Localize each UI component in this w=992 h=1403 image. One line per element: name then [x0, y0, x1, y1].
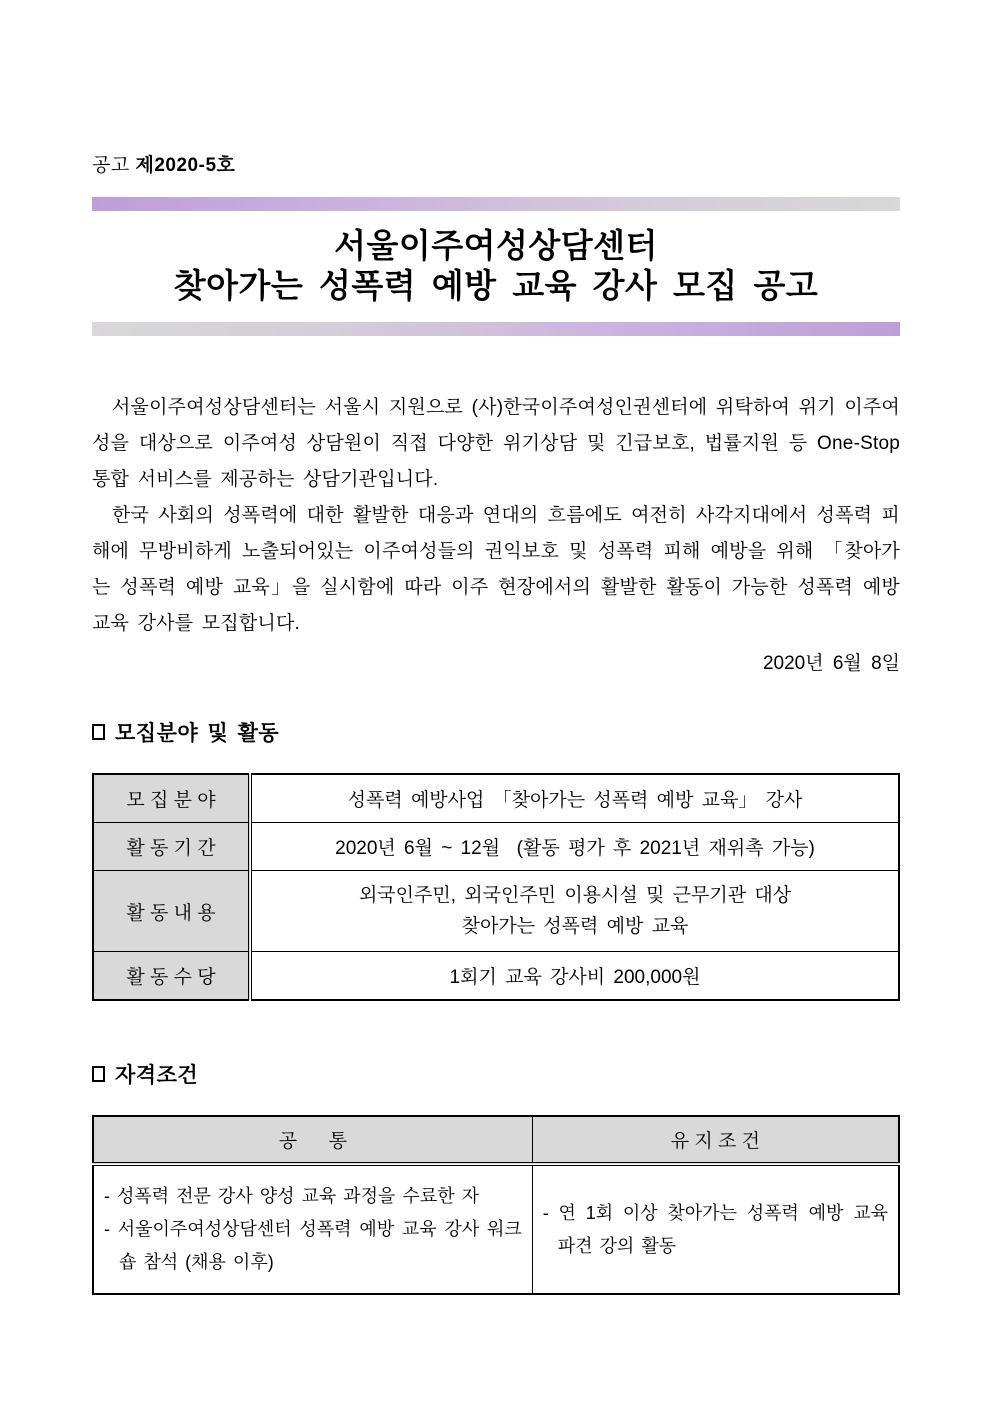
- maintain-condition-item: - 연 1회 이상 찾아가는 성폭력 예방 교육 파견 강의 활동: [542, 1202, 888, 1256]
- qualifications-header-row: [93, 1116, 899, 1164]
- common-condition-item: - 서울이주여성상담센터 성폭력 예방 교육 강사 워크숍 참석 (채용 이후): [104, 1219, 522, 1272]
- row-label-activity-period: 활 동 기 간: [93, 823, 250, 871]
- table-row-activity-period: [93, 823, 899, 871]
- title-line-1: 서울이주여성상담센터: [334, 227, 658, 264]
- maintain-conditions-cell: [532, 1164, 899, 1294]
- row-value-activity-period: 2020년 6월 ~ 12월 (활동 평가 후 2021년 재위촉 가능): [250, 823, 899, 871]
- square-bullet-icon: [92, 724, 105, 740]
- section-heading-label: 모집분야 및 활동: [115, 722, 280, 745]
- activity-content-line-1: 외국인주민, 외국인주민 이용시설 및 근무기관 대상: [358, 885, 792, 906]
- title-line-2: 찾아가는 성폭력 예방 교육 강사 모집 공고: [173, 267, 819, 304]
- intro-paragraph-1: 서울이주여성상담센터는 서울시 지원으로 (사)한국이주여성인권센터에 위탁하여 위기 이주여성을 대상으로 이주여성 상담원이 직접 다양한 위기상담 및 긴급보호, 법률지원 등 One-Stop 통합 서비스를 제공하는 상담기관입니다.: [92, 397, 900, 490]
- row-value-recruit-field: 성폭력 예방사업 「찾아가는 성폭력 예방 교육」 강사: [250, 774, 899, 823]
- section-heading-recruitment: [92, 717, 900, 747]
- section-qualifications: [92, 1059, 900, 1295]
- column-header-maintain: 유 지 조 건: [532, 1116, 899, 1164]
- document-title: [92, 226, 900, 306]
- decorative-gradient-bar-top: [92, 197, 900, 211]
- row-label-activity-content: 활 동 내 용: [93, 871, 250, 952]
- notice-prefix: 공고: [92, 155, 130, 176]
- qualifications-content-row: [93, 1164, 899, 1294]
- table-row-activity-pay: [93, 952, 899, 1001]
- table-row-recruit-field: [93, 774, 899, 823]
- activity-content-line-2: 찾아가는 성폭력 예방 교육: [461, 916, 689, 937]
- row-label-activity-pay: 활 동 수 당: [93, 952, 250, 1001]
- section-recruitment: [92, 717, 900, 1001]
- intro-text: [92, 390, 900, 642]
- common-condition-item: - 성폭력 전문 강사 양성 교육 과정을 수료한 자: [104, 1186, 479, 1206]
- qualifications-table: [92, 1115, 900, 1295]
- announcement-date: 2020년 6월 8일: [762, 653, 900, 674]
- column-header-common: 공 통: [93, 1116, 532, 1164]
- table-row-activity-content: [93, 871, 899, 952]
- notice-number: [92, 150, 900, 177]
- recruitment-table: [92, 773, 900, 1001]
- row-value-activity-content: [250, 871, 899, 952]
- section-heading-label: 자격조건: [115, 1064, 199, 1087]
- square-bullet-icon: [92, 1066, 105, 1082]
- intro-paragraph-2: 한국 사회의 성폭력에 대한 활발한 대응과 연대의 흐름에도 여전히 사각지대에서 성폭력 피해에 무방비하게 노출되어있는 이주여성들의 권익보호 및 성폭력 피해 예방을 위해 「찾아가는 성폭력 예방 교육」을 실시함에 따라 이주 현장에서의 활발한 활동이 가능한 성폭력 예방 교육 강사를 모집합니다.: [92, 505, 900, 634]
- decorative-gradient-bar-bottom: [92, 322, 900, 336]
- row-label-recruit-field: 모 집 분 야: [93, 774, 250, 823]
- notice-number-value: 제2020-5호: [135, 155, 236, 176]
- common-conditions-cell: [93, 1164, 532, 1294]
- section-heading-qualifications: [92, 1059, 900, 1089]
- row-value-activity-pay: 1회기 교육 강사비 200,000원: [250, 952, 899, 1001]
